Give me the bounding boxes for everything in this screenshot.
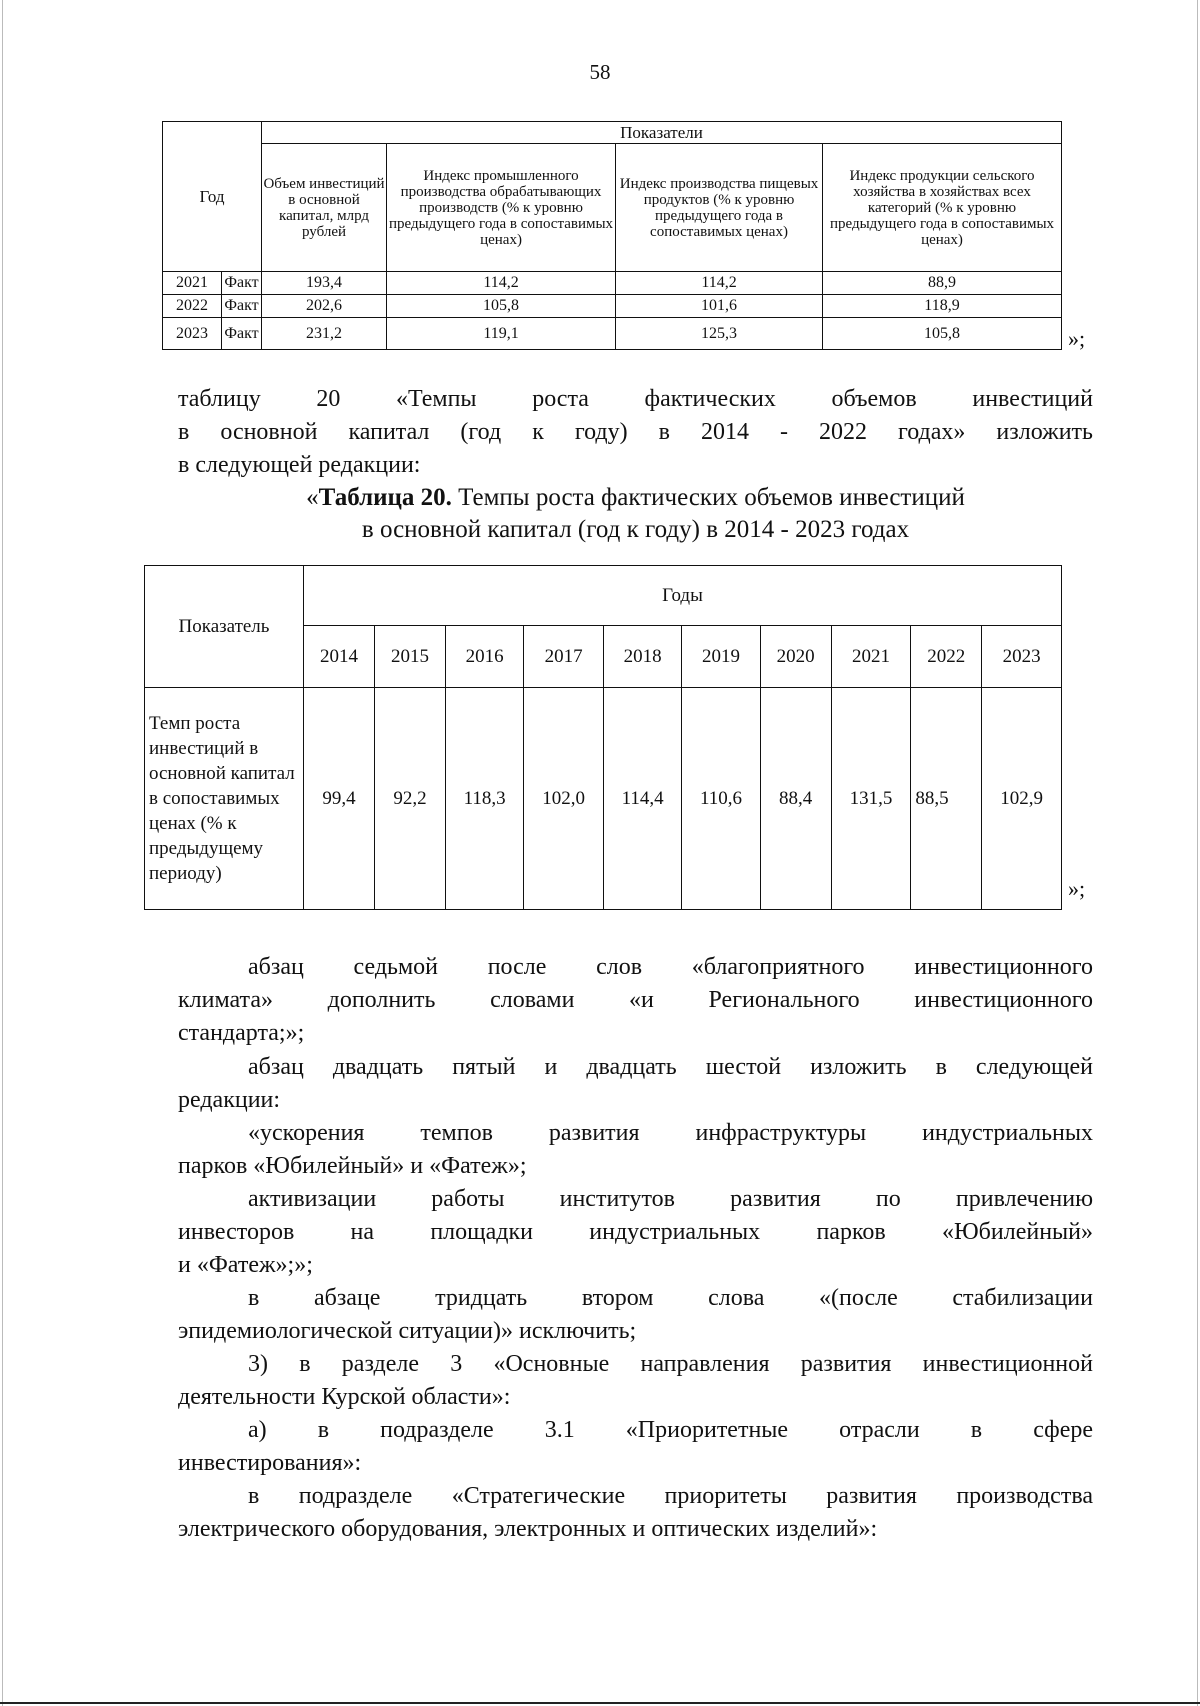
table20-caption [178, 482, 1093, 514]
indicator-label: Темп роста инвестиций в основной капитал в сопоставимых ценах (% к предыдущему периоду) [145, 688, 304, 910]
paragraph-line: таблицу 20 «Темпы роста фактических объемов инвестиций [178, 386, 1093, 412]
table-cell: 193,4 [262, 272, 387, 295]
row-type: Факт [222, 318, 262, 350]
paragraph-line: парков «Юбилейный» и «Фатеж»; [178, 1153, 527, 1179]
year-header: 2016 [445, 626, 523, 688]
paragraph-line: редакции: [178, 1087, 281, 1113]
investment-volume-header: Объем инвестиций в основной капитал, млрд рублей [262, 144, 387, 272]
paragraph-line: в основной капитал (год к году) в 2014 - 2022 годах» изложить [178, 419, 1093, 445]
investment-growth-table [144, 565, 1062, 910]
caption-text: Темпы роста фактических объемов инвестиций [451, 484, 965, 511]
table-cell: 110,6 [682, 688, 760, 910]
table-cell: 118,3 [445, 688, 523, 910]
table-cell: 88,5 [911, 688, 982, 910]
year-header: 2022 [911, 626, 982, 688]
scan-edge-right [1197, 0, 1198, 1706]
year-header: Год [163, 122, 262, 272]
table-cell: 102,9 [982, 688, 1062, 910]
paragraph-line: в следующей редакции: [178, 452, 421, 478]
paragraph-line: инвестирования»: [178, 1450, 362, 1476]
indicators-table [162, 121, 1062, 350]
years-group-header: Годы [304, 566, 1062, 626]
paragraph-line: абзац седьмой после слов «благоприятного инвестиционного [248, 954, 1093, 980]
paragraph-line: активизации работы институтов развития по привлечению [248, 1186, 1093, 1212]
table-cell: 88,9 [823, 272, 1062, 295]
table-cell: 88,4 [760, 688, 831, 910]
row-year: 2022 [163, 295, 222, 318]
table-cell: 92,2 [374, 688, 445, 910]
scan-edge-left [2, 0, 3, 1706]
table2-closing-quote: »; [1068, 876, 1086, 901]
table-cell: 118,9 [823, 295, 1062, 318]
row-year: 2023 [163, 318, 222, 350]
paragraph-line: «ускорения темпов развития инфраструктуры индустриальных [248, 1120, 1093, 1146]
table-cell: 105,8 [387, 295, 616, 318]
paragraph-line: климата» дополнить словами «и Регионального инвестиционного [178, 987, 1093, 1013]
table-cell: 105,8 [823, 318, 1062, 350]
caption-open-quote: « [306, 484, 319, 511]
year-header: 2021 [831, 626, 911, 688]
year-header: 2023 [982, 626, 1062, 688]
paragraph-line: и «Фатеж»;»; [178, 1252, 313, 1278]
paragraph-line: 3) в разделе 3 «Основные направления развития инвестиционной [248, 1351, 1093, 1377]
year-header: 2020 [760, 626, 831, 688]
table-cell: 131,5 [831, 688, 911, 910]
year-header: 2019 [682, 626, 760, 688]
table-cell: 119,1 [387, 318, 616, 350]
table-cell: 231,2 [262, 318, 387, 350]
food-index-header: Индекс производства пищевых продуктов (% к уровню предыдущего года в сопоставимых ценах) [616, 144, 823, 272]
table-cell: 202,6 [262, 295, 387, 318]
paragraph-line: эпидемиологической ситуации)» исключить; [178, 1318, 637, 1344]
page-number: 58 [589, 60, 611, 84]
paragraph-line: деятельности Курской области»: [178, 1384, 511, 1410]
year-header: 2015 [374, 626, 445, 688]
manufacturing-index-header: Индекс промышленного производства обрабатывающих производств (% к уровню предыдущего года в сопоставимых ценах) [387, 144, 616, 272]
indicators-group-header: Показатели [262, 122, 1062, 144]
year-header: 2018 [603, 626, 681, 688]
paragraph-line: абзац двадцать пятый и двадцать шестой изложить в следующей [248, 1054, 1093, 1080]
table-cell: 114,2 [387, 272, 616, 295]
year-header: 2014 [304, 626, 375, 688]
paragraph-line: в абзаце тридцать втором слова «(после стабилизации [248, 1285, 1093, 1311]
paragraph-line: электрического оборудования, электронных и оптических изделий»: [178, 1516, 878, 1542]
scan-bottom-edge [0, 1702, 1200, 1704]
year-header: 2017 [524, 626, 604, 688]
row-type: Факт [222, 295, 262, 318]
table-cell: 101,6 [616, 295, 823, 318]
table-cell: 102,0 [524, 688, 604, 910]
indicator-header: Показатель [145, 566, 304, 688]
table1-closing-quote: »; [1068, 326, 1086, 351]
caption-bold: Таблица 20. [318, 484, 452, 511]
table-cell: 99,4 [304, 688, 375, 910]
paragraph-line: стандарта;»; [178, 1020, 305, 1046]
paragraph-line: инвесторов на площадки индустриальных парков «Юбилейный» [178, 1219, 1093, 1245]
row-type: Факт [222, 272, 262, 295]
table-cell: 114,2 [616, 272, 823, 295]
table-cell: 125,3 [616, 318, 823, 350]
table20-caption-line2: в основной капитал (год к году) в 2014 - 2023 годах [361, 516, 910, 543]
agriculture-index-header: Индекс продукции сельского хозяйства в хозяйствах всех категорий (% к уровню предыдущего года в сопоставимых ценах) [823, 144, 1062, 272]
paragraph-line: а) в подразделе 3.1 «Приоритетные отрасли в сфере [248, 1417, 1093, 1443]
row-year: 2021 [163, 272, 222, 295]
paragraph-line: в подразделе «Стратегические приоритеты развития производства [248, 1483, 1093, 1509]
table-cell: 114,4 [603, 688, 681, 910]
